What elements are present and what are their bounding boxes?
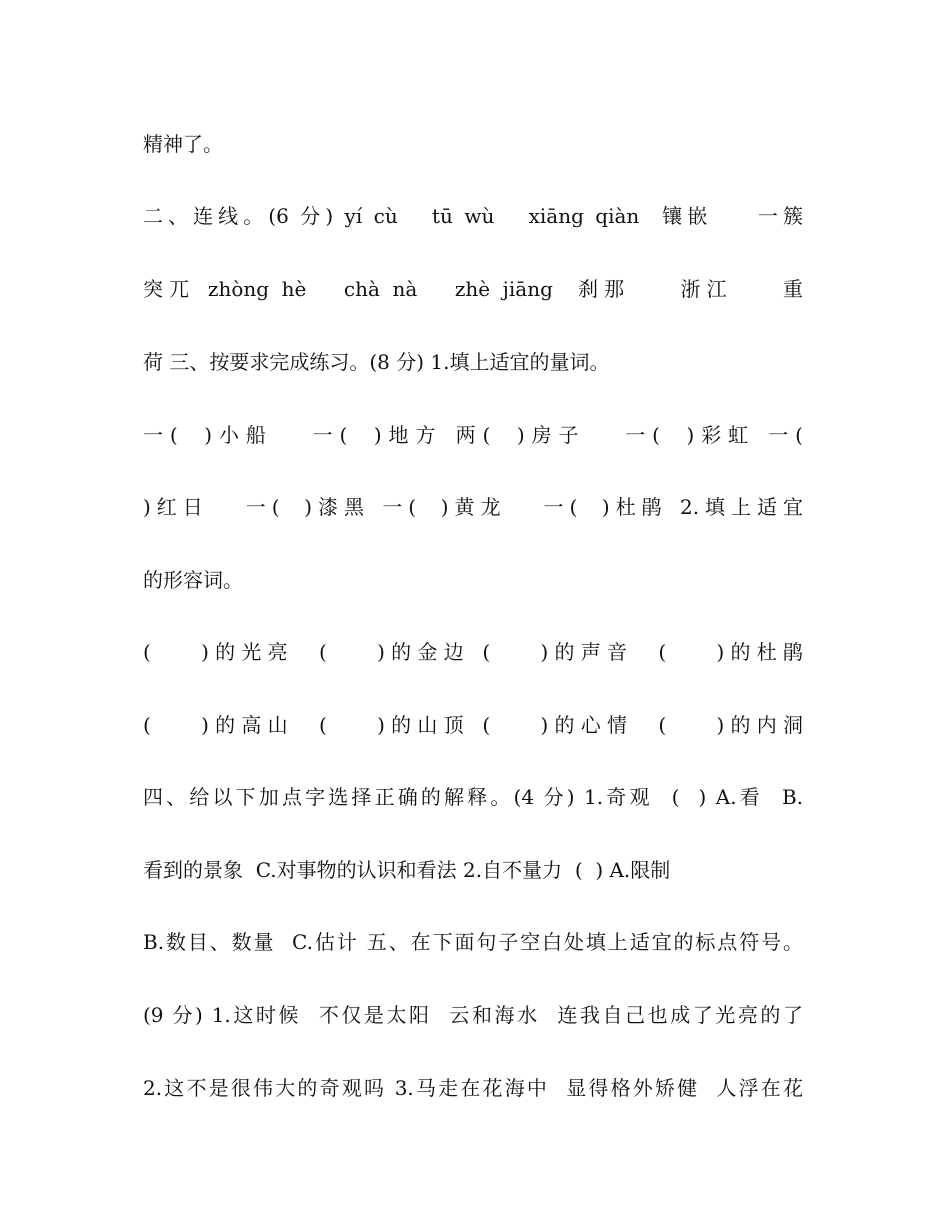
text-line: 2.这不是很伟大的奇观吗 3.马走在花海中 显得格外矫健 人浮在花 — [143, 1076, 803, 1100]
text-line: B.数目、数量 C.估计 五、在下面句子空白处填上适宜的标点符号。 — [143, 930, 803, 954]
text-line: (9 分) 1.这时候 不仅是太阳 云和海水 连我自己也成了光亮的了 — [143, 1003, 803, 1027]
text-line: ( )的光亮 ( )的金边 ( )的声音 ( )的杜鹃 — [143, 640, 803, 664]
text-line: 突兀 zhòng hè chà nà zhè jiāng 刹那 浙江 重 — [143, 277, 803, 301]
text-line: 的形容词。 — [143, 568, 243, 592]
text-line: 四、给以下加点字选择正确的解释。(4 分) 1.奇观 ( ) A.看 B. — [143, 785, 803, 809]
text-line: 二、连线。(6 分) yí cù tū wù xiāng qiàn 镶嵌 一簇 — [143, 204, 803, 228]
text-line: 精神了。 — [143, 132, 223, 156]
text-line: 一( )小船 一( )地方 两( )房子 一( )彩虹 一( — [143, 423, 803, 447]
text-line: 荷 三、按要求完成练习。(8 分) 1.填上适宜的量词。 — [143, 350, 610, 374]
text-line: ( )的高山 ( )的山顶 ( )的心情 ( )的内洞 — [143, 713, 803, 737]
text-line: 看到的景象 C.对事物的认识和看法 2.自不量力 ( ) A.限制 — [143, 858, 671, 882]
text-line: )红日 一( )漆黑 一( )黄龙 一( )杜鹃 2.填上适宜 — [143, 495, 803, 519]
